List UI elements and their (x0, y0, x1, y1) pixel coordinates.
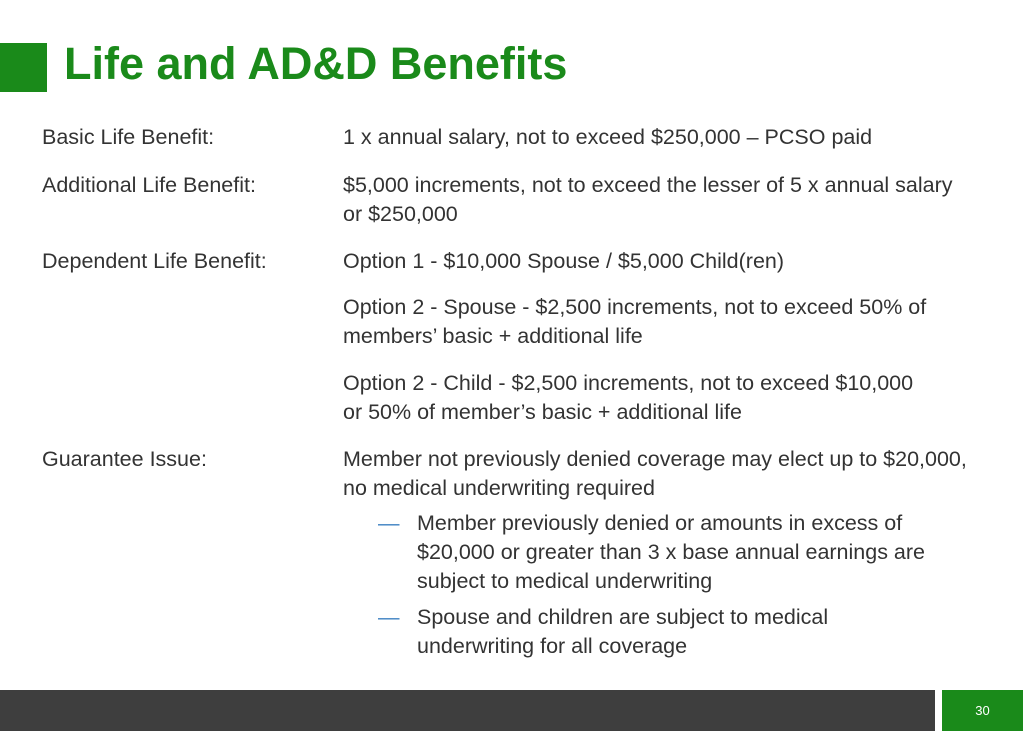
guarantee-issue-label: Guarantee Issue: (42, 447, 207, 471)
dash-bullet-icon: — (378, 511, 400, 535)
basic-life-value: 1 x annual salary, not to exceed $250,000 – PCSO paid (343, 125, 873, 149)
additional-life-value: $5,000 increments, not to exceed the lesser of 5 x annual salary or $250,000 (343, 173, 953, 226)
additional-life-label: Additional Life Benefit: (42, 173, 256, 197)
slide-title: Life and AD&D Benefits (64, 38, 568, 89)
guarantee-sub-item: Spouse and children are subject to medical underwriting for all coverage (417, 605, 829, 658)
guarantee-sub-item: Member previously denied or amounts in excess of $20,000 or greater than 3 x base annual earnings are subject to medical underwriting (417, 511, 926, 593)
title-marker (0, 43, 47, 92)
footer-bar (0, 690, 935, 731)
guarantee-issue-value: Member not previously denied coverage may elect up to $20,000, no medical underwriting required (343, 447, 967, 500)
dash-bullet-icon: — (378, 605, 400, 629)
page-number: 30 (942, 690, 1023, 731)
dependent-option-1: Option 1 - $10,000 Spouse / $5,000 Child(ren) (343, 249, 785, 273)
dependent-life-label: Dependent Life Benefit: (42, 249, 267, 273)
dependent-option-2-child: Option 2 - Child - $2,500 increments, not to exceed $10,000 or 50% of member’s basic + additional life (343, 371, 914, 424)
dependent-option-2-spouse: Option 2 - Spouse - $2,500 increments, not to exceed 50% of members’ basic + additional life (343, 295, 927, 348)
basic-life-label: Basic Life Benefit: (42, 125, 215, 149)
